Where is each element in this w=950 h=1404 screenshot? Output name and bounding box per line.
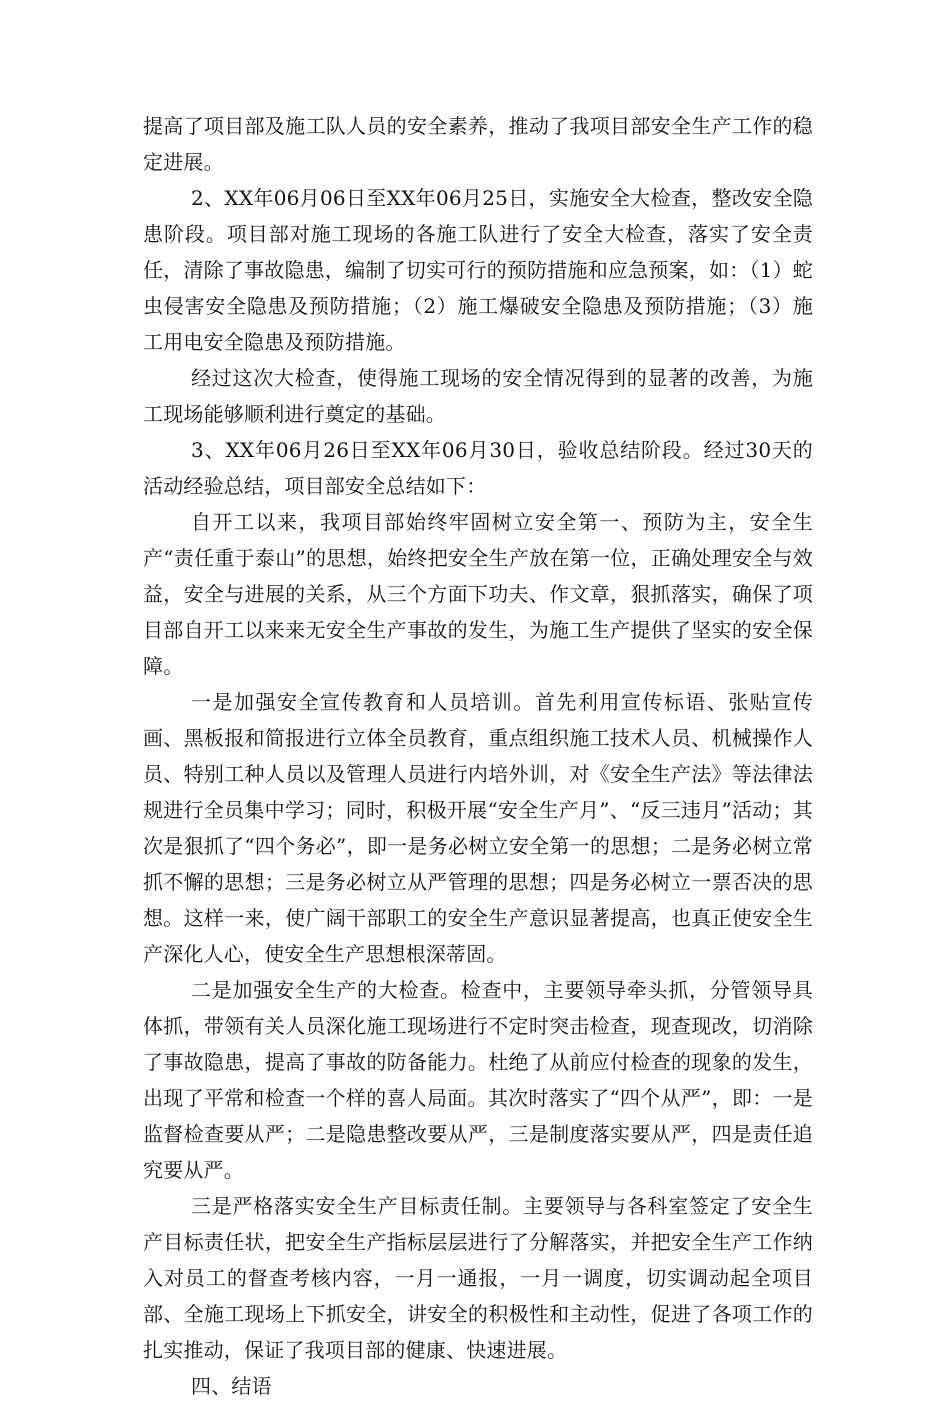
paragraph-point-two: 二是加强安全生产的大检查。检查中，主要领导牵头抓，分管领导具体抓，带领有关人员深化施工现场进行不定时突击检查，现查现改，切消除了事故隐患，提高了事故的防备能力。杜绝了从前应付检查的现象的发生，出现了平常和检查一个样的喜人局面。其次时落实了“四个从严”，即：一是监督检查要从严；二是隐患整改要从严，三是制度落实要从严，四是责任追究要从严。 (143, 978, 813, 1182)
paragraph-acceptance-stage: 3、XX年06月26日至XX年06月30日，验收总结阶段。经过30天的活动经验总结，项目部安全总结如下： (143, 438, 813, 498)
section-heading-conclusion: 四、结语 (191, 1374, 272, 1398)
paragraph-summary-intro: 自开工以来，我项目部始终牢固树立安全第一、预防为主，安全生产“责任重于泰山”的思想，始终把安全生产放在第一位，正确处理安全与效益，安全与进展的关系，从三个方面下功夫、作文章，狠抓落实，确保了项目部自开工以来来无安全生产事故的发生，为施工生产提供了坚实的安全保障。 (143, 510, 813, 678)
paragraph-point-three: 三是严格落实安全生产目标责任制。主要领导与各科室签定了安全生产目标责任状，把安全生产指标层层进行了分解落实，并把安全生产工作纳入对员工的督查考核内容，一月一通报，一月一调度，切实调动起全项目部、全施工现场上下抓安全，讲安全的积极性和主动性，促进了各项工作的扎实推动，保证了我项目部的健康、快速进展。 (143, 1194, 813, 1362)
paragraph-continuation: 提高了项目部及施工队人员的安全素养，推动了我项目部安全生产工作的稳定进展。 (143, 114, 813, 174)
paragraph-inspection-stage: 2、XX年06月06日至XX年06月25日，实施安全大检查，整改安全隐患阶段。项目部对施工现场的各施工队进行了安全大检查，落实了安全责任，清除了事故隐患，编制了切实可行的预防措施和应急预案，如：（1）蛇虫侵害安全隐患及预防措施；（2）施工爆破安全隐患及预防措施；（3）施工用电安全隐患及预防措施。 (143, 186, 813, 354)
paragraph-inspection-result: 经过这次大检查，使得施工现场的安全情况得到的显著的改善，为施工现场能够顺利进行奠定的基础。 (143, 366, 813, 426)
document-body (143, 108, 813, 1404)
paragraph-point-one: 一是加强安全宣传教育和人员培训。首先利用宣传标语、张贴宣传画、黑板报和简报进行立体全员教育，重点组织施工技术人员、机械操作人员、特别工种人员以及管理人员进行内培外训，对《安全生产法》等法律法规进行全员集中学习；同时，积极开展“安全生产月”、“反三违月”活动；其次是狠抓了“四个务必”，即一是务必树立安全第一的思想；二是务必树立常抓不懈的思想；三是务必树立从严管理的思想；四是务必树立一票否决的思想。这样一来，使广阔干部职工的安全生产意识显著提高，也真正使安全生产深化人心，使安全生产思想根深蒂固。 (143, 690, 813, 966)
